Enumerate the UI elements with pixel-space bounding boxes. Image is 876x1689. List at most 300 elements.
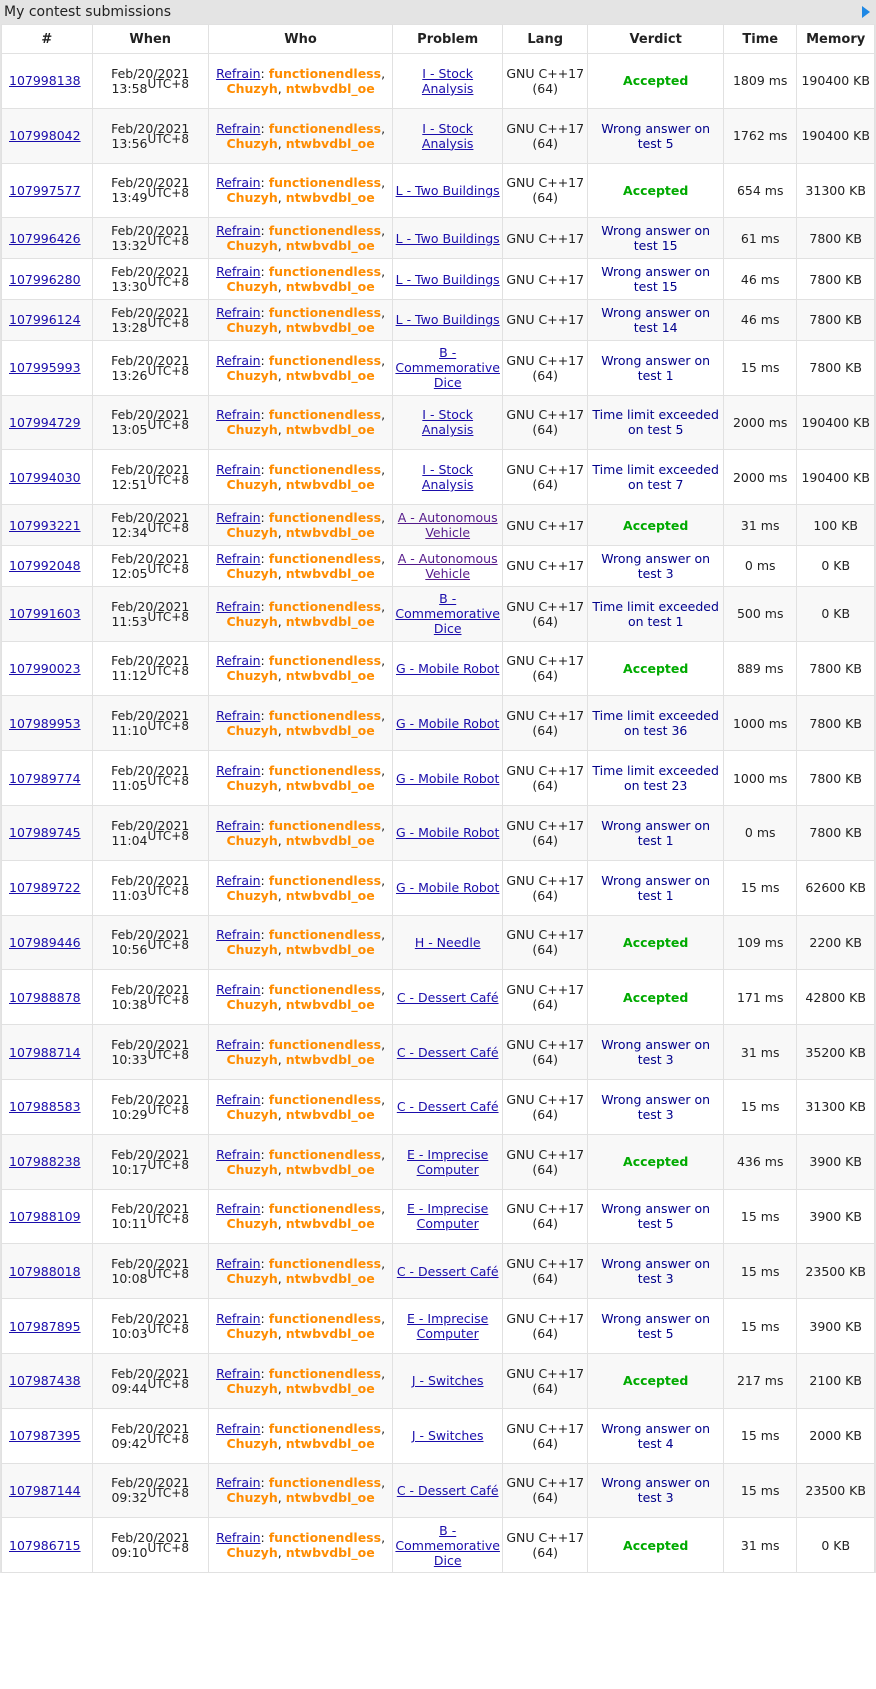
- verdict-cell: Wrong answer on test 1: [588, 340, 724, 395]
- submission-id-link[interactable]: 107997577: [9, 182, 81, 198]
- problem-cell: [393, 1299, 503, 1354]
- team-link[interactable]: Refrain: [216, 510, 261, 526]
- problem-cell: [393, 1518, 503, 1573]
- team-link[interactable]: Refrain: [216, 1311, 261, 1327]
- problem-link[interactable]: E - Imprecise Computer: [407, 1201, 489, 1232]
- member-link[interactable]: ntwbvdbl_oe: [285, 238, 375, 254]
- lang-cell: GNU C++17 (64): [503, 1463, 588, 1518]
- problem-link[interactable]: A - Autonomous Vehicle: [397, 550, 498, 581]
- member-link[interactable]: ntwbvdbl_oe: [285, 422, 375, 438]
- lang-cell: GNU C++17 (64): [503, 805, 588, 860]
- problem-link[interactable]: B - Commemorative Dice: [395, 591, 500, 637]
- verdict-cell: Wrong answer on test 15: [588, 218, 724, 259]
- memory-cell: 42800 KB: [797, 970, 875, 1025]
- member-link[interactable]: functionendless: [268, 1037, 382, 1053]
- member-link[interactable]: functionendless: [268, 1201, 382, 1217]
- problem-cell: [393, 696, 503, 751]
- table-row: [2, 1408, 875, 1463]
- member-link[interactable]: Chuzyh: [226, 279, 278, 295]
- member-link[interactable]: Chuzyh: [226, 1545, 278, 1561]
- timezone-label: UTC+8: [147, 1486, 189, 1501]
- submission-id-link[interactable]: 107987395: [9, 1428, 81, 1444]
- member-link[interactable]: ntwbvdbl_oe: [285, 1052, 375, 1068]
- who-cell: Refrain: functionendless, Chuzyh, ntwbvdbl_oe: [208, 259, 392, 300]
- memory-cell: 23500 KB: [797, 1463, 875, 1518]
- problem-link[interactable]: L - Two Buildings: [395, 182, 500, 198]
- memory-cell: 2100 KB: [797, 1353, 875, 1408]
- member-link[interactable]: functionendless: [268, 223, 382, 239]
- team-link[interactable]: Refrain: [216, 598, 261, 614]
- verdict-cell: Wrong answer on test 4: [588, 1408, 724, 1463]
- lang-cell: GNU C++17 (64): [503, 395, 588, 450]
- time-cell: 61 ms: [724, 218, 797, 259]
- team-link[interactable]: Refrain: [216, 65, 261, 81]
- problem-link[interactable]: L - Two Buildings: [395, 230, 500, 246]
- memory-cell: 31300 KB: [797, 1079, 875, 1134]
- member-link[interactable]: Chuzyh: [226, 238, 278, 254]
- problem-cell: [393, 860, 503, 915]
- submission-date: Feb/20/2021: [111, 407, 190, 423]
- member-link[interactable]: Chuzyh: [226, 668, 278, 684]
- member-link[interactable]: ntwbvdbl_oe: [285, 319, 375, 335]
- team-link[interactable]: Refrain: [216, 1146, 261, 1162]
- team-link[interactable]: Refrain: [216, 175, 261, 191]
- submission-date: Feb/20/2021: [111, 550, 190, 566]
- member-link[interactable]: ntwbvdbl_oe: [285, 525, 375, 541]
- timezone-label: UTC+8: [147, 1321, 189, 1336]
- submission-time: 13:05: [111, 422, 148, 438]
- problem-cell: [393, 1463, 503, 1518]
- problem-cell: [393, 259, 503, 300]
- submission-id-cell: [2, 1353, 93, 1408]
- member-link[interactable]: Chuzyh: [226, 997, 278, 1013]
- member-link[interactable]: Chuzyh: [226, 1106, 278, 1122]
- member-link[interactable]: ntwbvdbl_oe: [285, 997, 375, 1013]
- member-link[interactable]: Chuzyh: [226, 1435, 278, 1451]
- who-cell: Refrain: functionendless, Chuzyh, ntwbvdbl_oe: [208, 970, 392, 1025]
- submission-id-link[interactable]: 107992048: [9, 558, 81, 574]
- team-link[interactable]: Refrain: [216, 653, 261, 669]
- member-link[interactable]: functionendless: [268, 872, 382, 888]
- who-cell: Refrain: functionendless, Chuzyh, ntwbvdbl_oe: [208, 505, 392, 546]
- submission-id-link[interactable]: 107996124: [9, 312, 81, 328]
- member-link[interactable]: Chuzyh: [226, 1380, 278, 1396]
- member-link[interactable]: Chuzyh: [226, 135, 278, 151]
- member-link[interactable]: Chuzyh: [226, 80, 278, 96]
- member-link[interactable]: ntwbvdbl_oe: [285, 279, 375, 295]
- submission-id-link[interactable]: 107987438: [9, 1373, 81, 1389]
- problem-link[interactable]: B - Commemorative Dice: [395, 1522, 500, 1568]
- verdict-cell: Wrong answer on test 3: [588, 1244, 724, 1299]
- team-link[interactable]: Refrain: [216, 817, 261, 833]
- who-cell: Refrain: functionendless, Chuzyh, ntwbvdbl_oe: [208, 915, 392, 970]
- verdict-cell: Time limit exceeded on test 36: [588, 696, 724, 751]
- timezone-label: UTC+8: [147, 76, 189, 91]
- table-row: [2, 545, 875, 586]
- member-link[interactable]: Chuzyh: [226, 1271, 278, 1287]
- team-link[interactable]: Refrain: [216, 1037, 261, 1053]
- problem-cell: [393, 1079, 503, 1134]
- member-link[interactable]: ntwbvdbl_oe: [285, 80, 375, 96]
- problem-cell: [393, 450, 503, 505]
- submission-time: 09:10: [111, 1545, 148, 1561]
- submission-id-link[interactable]: 107989774: [9, 770, 81, 786]
- lang-cell: GNU C++17 (64): [503, 340, 588, 395]
- who-cell: Refrain: functionendless, Chuzyh, ntwbvdbl_oe: [208, 1189, 392, 1244]
- problem-link[interactable]: J - Switches: [411, 1428, 484, 1444]
- expand-arrow-icon[interactable]: [862, 6, 870, 18]
- member-link[interactable]: functionendless: [268, 264, 382, 280]
- table-row: [2, 1463, 875, 1518]
- team-link[interactable]: Refrain: [216, 1256, 261, 1272]
- when-cell: [92, 751, 208, 806]
- member-link[interactable]: functionendless: [268, 982, 382, 998]
- member-link[interactable]: functionendless: [268, 927, 382, 943]
- timezone-label: UTC+8: [147, 131, 189, 146]
- team-link[interactable]: Refrain: [216, 708, 261, 724]
- member-link[interactable]: functionendless: [268, 1311, 382, 1327]
- problem-link[interactable]: E - Imprecise Computer: [407, 1311, 489, 1342]
- submission-id-link[interactable]: 107989722: [9, 880, 81, 896]
- team-link[interactable]: Refrain: [216, 1530, 261, 1546]
- team-link[interactable]: Refrain: [216, 927, 261, 943]
- submission-id-link[interactable]: 107988583: [9, 1099, 81, 1115]
- memory-cell: 0 KB: [797, 545, 875, 586]
- lang-cell: GNU C++17 (64): [503, 1353, 588, 1408]
- submission-id-link[interactable]: 107996426: [9, 230, 81, 246]
- member-link[interactable]: ntwbvdbl_oe: [285, 367, 375, 383]
- member-link[interactable]: Chuzyh: [226, 477, 278, 493]
- member-link[interactable]: Chuzyh: [226, 1326, 278, 1342]
- when-cell: [92, 505, 208, 546]
- table-row: [2, 450, 875, 505]
- member-link[interactable]: ntwbvdbl_oe: [285, 723, 375, 739]
- who-cell: Refrain: functionendless, Chuzyh, ntwbvdbl_oe: [208, 1244, 392, 1299]
- member-link[interactable]: functionendless: [268, 1365, 382, 1381]
- member-link[interactable]: functionendless: [268, 653, 382, 669]
- submission-id-cell: [2, 299, 93, 340]
- timezone-label: UTC+8: [147, 561, 189, 576]
- memory-cell: 35200 KB: [797, 1025, 875, 1080]
- member-link[interactable]: Chuzyh: [226, 1490, 278, 1506]
- problem-link[interactable]: I - Stock Analysis: [421, 407, 474, 438]
- who-cell: Refrain: functionendless, Chuzyh, ntwbvdbl_oe: [208, 696, 392, 751]
- submission-id-link[interactable]: 107994030: [9, 469, 81, 485]
- submission-time: 13:28: [111, 319, 148, 335]
- timezone-label: UTC+8: [147, 234, 189, 249]
- submission-id-link[interactable]: 107987895: [9, 1318, 81, 1334]
- member-link[interactable]: Chuzyh: [226, 942, 278, 958]
- time-cell: 15 ms: [724, 1408, 797, 1463]
- member-link[interactable]: Chuzyh: [226, 887, 278, 903]
- submission-id-link[interactable]: 107998042: [9, 128, 81, 144]
- timezone-label: UTC+8: [147, 1376, 189, 1391]
- submission-date: Feb/20/2021: [111, 927, 190, 943]
- member-link[interactable]: functionendless: [268, 1420, 382, 1436]
- member-link[interactable]: ntwbvdbl_oe: [285, 1216, 375, 1232]
- col-header-time: Time: [724, 25, 797, 54]
- member-link[interactable]: functionendless: [268, 352, 382, 368]
- submission-id-link[interactable]: 107989953: [9, 715, 81, 731]
- team-link[interactable]: Refrain: [216, 1365, 261, 1381]
- submission-id-link[interactable]: 107988018: [9, 1263, 81, 1279]
- table-row: [2, 641, 875, 696]
- member-link[interactable]: functionendless: [268, 817, 382, 833]
- member-link[interactable]: Chuzyh: [226, 1216, 278, 1232]
- submission-time: 10:17: [111, 1161, 148, 1177]
- timezone-label: UTC+8: [147, 1541, 189, 1556]
- member-link[interactable]: ntwbvdbl_oe: [285, 613, 375, 629]
- member-link[interactable]: functionendless: [268, 1530, 382, 1546]
- member-link[interactable]: ntwbvdbl_oe: [285, 190, 375, 206]
- when-cell: [92, 54, 208, 109]
- submission-id-link[interactable]: 107987144: [9, 1482, 81, 1498]
- who-cell: Refrain: functionendless, Chuzyh, ntwbvdbl_oe: [208, 450, 392, 505]
- team-link[interactable]: Refrain: [216, 462, 261, 478]
- team-link[interactable]: Refrain: [216, 352, 261, 368]
- problem-link[interactable]: C - Dessert Café: [396, 1482, 499, 1498]
- member-link[interactable]: ntwbvdbl_oe: [285, 1271, 375, 1287]
- table-row: [2, 1518, 875, 1573]
- timezone-label: UTC+8: [147, 473, 189, 488]
- submission-time: 10:29: [111, 1106, 148, 1122]
- submission-id-link[interactable]: 107988109: [9, 1208, 81, 1224]
- team-link[interactable]: Refrain: [216, 1091, 261, 1107]
- time-cell: 436 ms: [724, 1134, 797, 1189]
- who-cell: Refrain: functionendless, Chuzyh, ntwbvdbl_oe: [208, 163, 392, 218]
- problem-cell: [393, 970, 503, 1025]
- team-link[interactable]: Refrain: [216, 264, 261, 280]
- team-link[interactable]: Refrain: [216, 407, 261, 423]
- time-cell: 1000 ms: [724, 751, 797, 806]
- team-link[interactable]: Refrain: [216, 1475, 261, 1491]
- member-link[interactable]: functionendless: [268, 1091, 382, 1107]
- member-link[interactable]: ntwbvdbl_oe: [285, 668, 375, 684]
- team-link[interactable]: Refrain: [216, 763, 261, 779]
- submission-id-link[interactable]: 107988714: [9, 1044, 81, 1060]
- table-row: [2, 163, 875, 218]
- submission-id-link[interactable]: 107991603: [9, 606, 81, 622]
- member-link[interactable]: ntwbvdbl_oe: [285, 565, 375, 581]
- problem-link[interactable]: L - Two Buildings: [395, 312, 500, 328]
- team-link[interactable]: Refrain: [216, 550, 261, 566]
- team-link[interactable]: Refrain: [216, 872, 261, 888]
- member-link[interactable]: functionendless: [268, 510, 382, 526]
- memory-cell: 3900 KB: [797, 1189, 875, 1244]
- problem-link[interactable]: B - Commemorative Dice: [395, 345, 500, 391]
- timezone-label: UTC+8: [147, 664, 189, 679]
- member-link[interactable]: Chuzyh: [226, 778, 278, 794]
- member-link[interactable]: functionendless: [268, 304, 382, 320]
- submission-id-link[interactable]: 107995993: [9, 360, 81, 376]
- submission-time: 10:03: [111, 1326, 148, 1342]
- member-link[interactable]: functionendless: [268, 550, 382, 566]
- member-link[interactable]: Chuzyh: [226, 422, 278, 438]
- problem-link[interactable]: C - Dessert Café: [396, 1263, 499, 1279]
- time-cell: 15 ms: [724, 1463, 797, 1518]
- member-link[interactable]: functionendless: [268, 1475, 382, 1491]
- submission-id-cell: [2, 696, 93, 751]
- time-cell: 15 ms: [724, 1299, 797, 1354]
- submission-date: Feb/20/2021: [111, 304, 190, 320]
- member-link[interactable]: functionendless: [268, 65, 382, 81]
- time-cell: 15 ms: [724, 860, 797, 915]
- when-cell: [92, 1079, 208, 1134]
- problem-link[interactable]: A - Autonomous Vehicle: [397, 510, 498, 541]
- memory-cell: 7800 KB: [797, 805, 875, 860]
- member-link[interactable]: ntwbvdbl_oe: [285, 1435, 375, 1451]
- when-cell: [92, 340, 208, 395]
- table-row: [2, 860, 875, 915]
- team-link[interactable]: Refrain: [216, 982, 261, 998]
- member-link[interactable]: functionendless: [268, 462, 382, 478]
- lang-cell: GNU C++17 (64): [503, 586, 588, 641]
- problem-cell: [393, 1134, 503, 1189]
- table-row: [2, 1299, 875, 1354]
- member-link[interactable]: Chuzyh: [226, 832, 278, 848]
- lang-cell: GNU C++17 (64): [503, 1408, 588, 1463]
- problem-link[interactable]: I - Stock Analysis: [421, 65, 474, 96]
- col-header-memory: Memory: [797, 25, 875, 54]
- member-link[interactable]: Chuzyh: [226, 367, 278, 383]
- time-cell: 15 ms: [724, 1189, 797, 1244]
- problem-link[interactable]: E - Imprecise Computer: [407, 1146, 489, 1177]
- submission-id-cell: [2, 641, 93, 696]
- lang-cell: GNU C++17 (64): [503, 1134, 588, 1189]
- problem-link[interactable]: G - Mobile Robot: [395, 770, 500, 786]
- member-link[interactable]: ntwbvdbl_oe: [285, 887, 375, 903]
- problem-link[interactable]: C - Dessert Café: [396, 1099, 499, 1115]
- submission-id-link[interactable]: 107990023: [9, 660, 81, 676]
- problem-link[interactable]: I - Stock Analysis: [421, 120, 474, 151]
- member-link[interactable]: ntwbvdbl_oe: [285, 1545, 375, 1561]
- member-link[interactable]: Chuzyh: [226, 1052, 278, 1068]
- team-link[interactable]: Refrain: [216, 120, 261, 136]
- verdict-cell: Wrong answer on test 14: [588, 299, 724, 340]
- member-link[interactable]: Chuzyh: [226, 190, 278, 206]
- member-link[interactable]: functionendless: [268, 763, 382, 779]
- submission-id-link[interactable]: 107998138: [9, 73, 81, 89]
- time-cell: 31 ms: [724, 1518, 797, 1573]
- when-cell: [92, 1463, 208, 1518]
- problem-link[interactable]: G - Mobile Robot: [395, 715, 500, 731]
- timezone-label: UTC+8: [147, 1267, 189, 1282]
- who-cell: Refrain: functionendless, Chuzyh, ntwbvdbl_oe: [208, 1025, 392, 1080]
- team-link[interactable]: Refrain: [216, 223, 261, 239]
- member-link[interactable]: Chuzyh: [226, 319, 278, 335]
- when-cell: [92, 108, 208, 163]
- member-link[interactable]: ntwbvdbl_oe: [285, 1161, 375, 1177]
- submission-date: Feb/20/2021: [111, 1365, 190, 1381]
- submission-date: Feb/20/2021: [111, 352, 190, 368]
- problem-link[interactable]: I - Stock Analysis: [421, 462, 474, 493]
- submission-id-link[interactable]: 107989446: [9, 934, 81, 950]
- team-link[interactable]: Refrain: [216, 1201, 261, 1217]
- member-link[interactable]: ntwbvdbl_oe: [285, 778, 375, 794]
- member-link[interactable]: ntwbvdbl_oe: [285, 135, 375, 151]
- submission-id-link[interactable]: 107988878: [9, 989, 81, 1005]
- when-cell: [92, 545, 208, 586]
- member-link[interactable]: Chuzyh: [226, 613, 278, 629]
- submission-id-link[interactable]: 107994729: [9, 414, 81, 430]
- team-link[interactable]: Refrain: [216, 304, 261, 320]
- member-link[interactable]: Chuzyh: [226, 723, 278, 739]
- verdict-cell: Wrong answer on test 5: [588, 108, 724, 163]
- memory-cell: 2000 KB: [797, 1408, 875, 1463]
- member-link[interactable]: ntwbvdbl_oe: [285, 832, 375, 848]
- member-link[interactable]: functionendless: [268, 708, 382, 724]
- lang-cell: GNU C++17 (64): [503, 860, 588, 915]
- submission-id-link[interactable]: 107986715: [9, 1537, 81, 1553]
- submission-time: 11:12: [111, 668, 148, 684]
- problem-cell: [393, 218, 503, 259]
- member-link[interactable]: functionendless: [268, 407, 382, 423]
- submission-date: Feb/20/2021: [111, 1475, 190, 1491]
- member-link[interactable]: ntwbvdbl_oe: [285, 942, 375, 958]
- when-cell: [92, 1244, 208, 1299]
- member-link[interactable]: Chuzyh: [226, 1161, 278, 1177]
- member-link[interactable]: ntwbvdbl_oe: [285, 1326, 375, 1342]
- problem-cell: [393, 395, 503, 450]
- problem-cell: [393, 545, 503, 586]
- problem-link[interactable]: J - Switches: [411, 1373, 484, 1389]
- problem-link[interactable]: C - Dessert Café: [396, 1044, 499, 1060]
- submission-id-link[interactable]: 107996280: [9, 271, 81, 287]
- problem-link[interactable]: G - Mobile Robot: [395, 660, 500, 676]
- submission-id-link[interactable]: 107989745: [9, 825, 81, 841]
- submission-time: 10:33: [111, 1052, 148, 1068]
- member-link[interactable]: ntwbvdbl_oe: [285, 1380, 375, 1396]
- problem-cell: [393, 805, 503, 860]
- verdict-cell: Wrong answer on test 3: [588, 545, 724, 586]
- member-link[interactable]: ntwbvdbl_oe: [285, 477, 375, 493]
- problem-link[interactable]: G - Mobile Robot: [395, 880, 500, 896]
- when-cell: [92, 1134, 208, 1189]
- problem-link[interactable]: H - Needle: [414, 934, 481, 950]
- member-link[interactable]: functionendless: [268, 598, 382, 614]
- submission-id-cell: [2, 1189, 93, 1244]
- time-cell: 1000 ms: [724, 696, 797, 751]
- lang-cell: GNU C++17 (64): [503, 163, 588, 218]
- member-link[interactable]: functionendless: [268, 120, 382, 136]
- submission-date: Feb/20/2021: [111, 653, 190, 669]
- member-link[interactable]: ntwbvdbl_oe: [285, 1490, 375, 1506]
- member-link[interactable]: ntwbvdbl_oe: [285, 1106, 375, 1122]
- submission-date: Feb/20/2021: [111, 763, 190, 779]
- time-cell: 2000 ms: [724, 450, 797, 505]
- member-link[interactable]: Chuzyh: [226, 565, 278, 581]
- time-cell: 217 ms: [724, 1353, 797, 1408]
- team-link[interactable]: Refrain: [216, 1420, 261, 1436]
- submission-id-link[interactable]: 107988238: [9, 1154, 81, 1170]
- when-cell: [92, 915, 208, 970]
- time-cell: 15 ms: [724, 1079, 797, 1134]
- problem-link[interactable]: L - Two Buildings: [395, 271, 500, 287]
- when-cell: [92, 641, 208, 696]
- member-link[interactable]: functionendless: [268, 1256, 382, 1272]
- member-link[interactable]: Chuzyh: [226, 525, 278, 541]
- problem-cell: [393, 1353, 503, 1408]
- problem-link[interactable]: G - Mobile Robot: [395, 825, 500, 841]
- member-link[interactable]: functionendless: [268, 1146, 382, 1162]
- problem-link[interactable]: C - Dessert Café: [396, 989, 499, 1005]
- memory-cell: 3900 KB: [797, 1299, 875, 1354]
- lang-cell: GNU C++17 (64): [503, 696, 588, 751]
- member-link[interactable]: functionendless: [268, 175, 382, 191]
- submission-time: 12:05: [111, 565, 148, 581]
- verdict-cell: Accepted: [588, 970, 724, 1025]
- submission-id-link[interactable]: 107993221: [9, 517, 81, 533]
